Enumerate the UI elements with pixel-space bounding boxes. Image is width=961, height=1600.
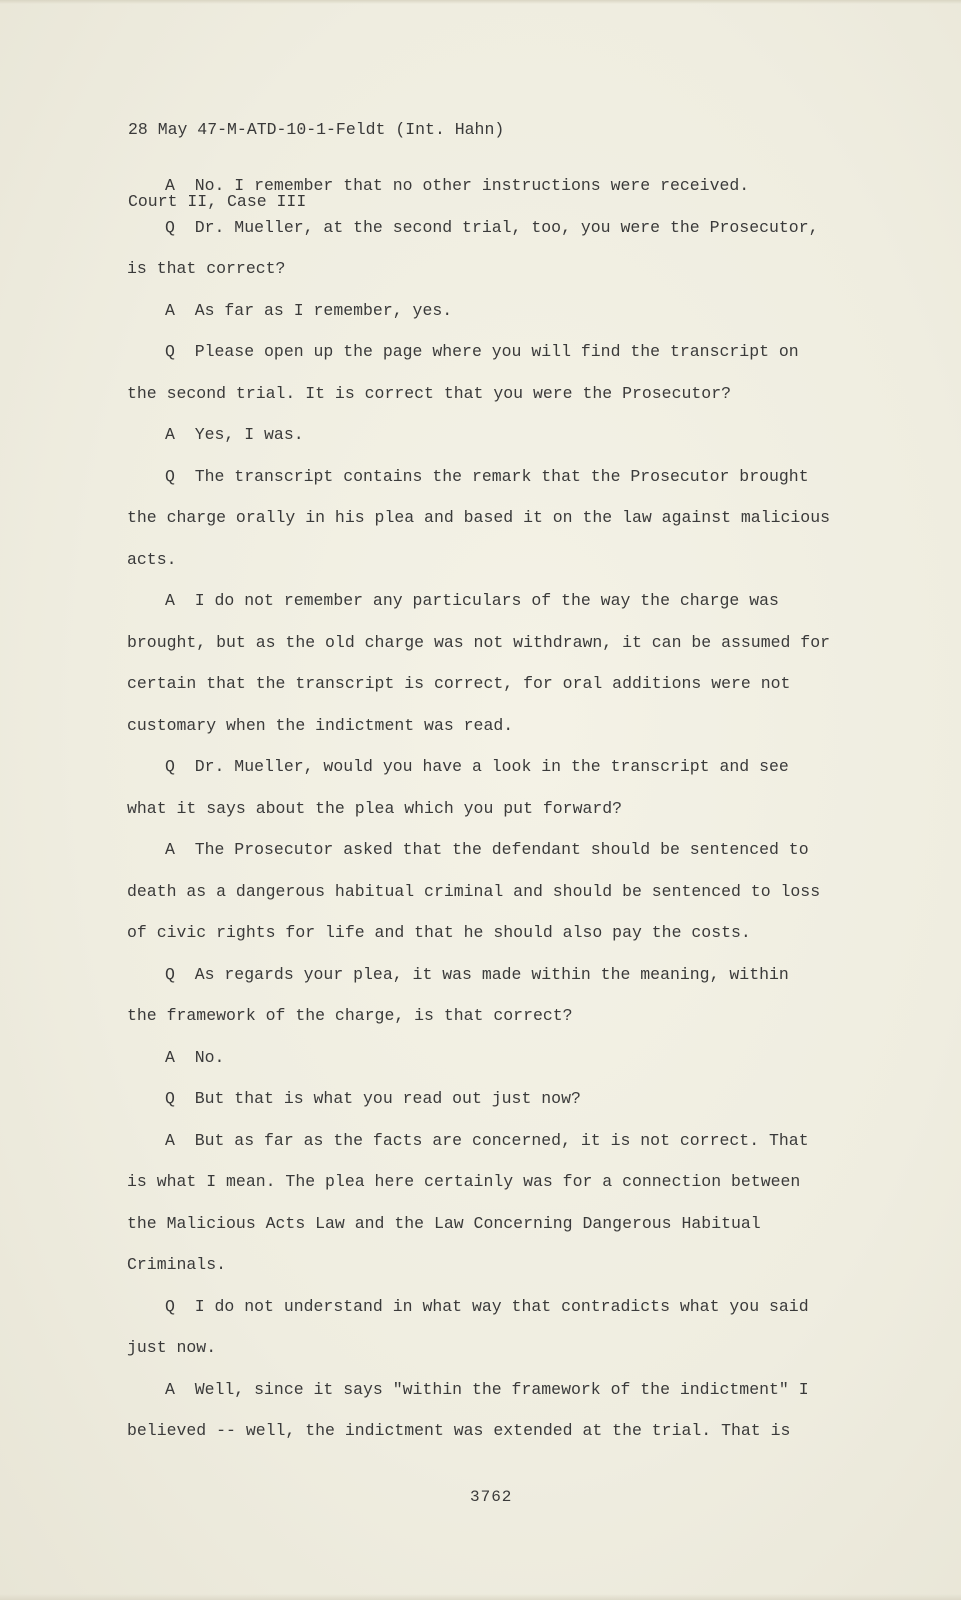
header-line-2: Court II, Case III bbox=[128, 192, 307, 211]
transcript-line: death as a dangerous habitual criminal and should be sentenced to loss bbox=[127, 881, 821, 901]
transcript-line: A I do not remember any particulars of the way the charge was bbox=[165, 591, 779, 610]
page-top-edge bbox=[0, 0, 961, 4]
transcript-line: A No. bbox=[165, 1047, 225, 1067]
transcript-line: the second trial. It is correct that you were the Prosecutor? bbox=[127, 383, 731, 403]
transcript-line: brought, but as the old charge was not withdrawn, it can be assumed for bbox=[127, 632, 831, 652]
transcript-line: A But as far as the facts are concerned, it is not correct. That bbox=[165, 1130, 809, 1150]
page-number: 3762 bbox=[470, 1488, 513, 1506]
transcript-line: Q As regards your plea, it was made within the meaning, within bbox=[165, 964, 789, 984]
transcript-line: certain that the transcript is correct, for oral additions were not bbox=[127, 674, 791, 693]
transcript-line: believed -- well, the indictment was extended at the trial. That is bbox=[127, 1421, 791, 1440]
transcript-line: A The Prosecutor asked that the defendant should be sentenced to bbox=[165, 840, 809, 859]
transcript-line: is that correct? bbox=[127, 259, 286, 278]
transcript-line: A As far as I remember, yes. bbox=[165, 300, 453, 320]
transcript-body bbox=[127, 174, 867, 1461]
transcript-line: what it says about the plea which you put forward? bbox=[127, 798, 623, 818]
page-bottom-edge bbox=[0, 1594, 961, 1600]
transcript-line: Q Dr. Mueller, at the second trial, too, you were the Prosecutor, bbox=[165, 217, 819, 237]
transcript-line: just now. bbox=[127, 1338, 217, 1357]
transcript-line: acts. bbox=[127, 549, 177, 569]
transcript-line: Criminals. bbox=[127, 1255, 227, 1274]
transcript-line: the framework of the charge, is that correct? bbox=[127, 1006, 573, 1025]
transcript-line: Q But that is what you read out just now? bbox=[165, 1089, 581, 1108]
transcript-line: Q The transcript contains the remark that the Prosecutor brought bbox=[165, 466, 809, 486]
transcript-line: the charge orally in his plea and based it on the law against malicious bbox=[127, 508, 831, 527]
transcript-line: of civic rights for life and that he should also pay the costs. bbox=[127, 923, 751, 942]
header-line-1: 28 May 47-M-ATD-10-1-Feldt (Int. Hahn) bbox=[128, 120, 505, 139]
transcript-line: Q Dr. Mueller, would you have a look in the transcript and see bbox=[165, 757, 789, 776]
transcript-line: Q Please open up the page where you will find the transcript on bbox=[165, 342, 799, 361]
transcript-line: customary when the indictment was read. bbox=[127, 715, 514, 735]
transcript-line: A No. I remember that no other instructions were received. bbox=[165, 176, 750, 195]
transcript-line: the Malicious Acts Law and the Law Concerning Dangerous Habitual bbox=[127, 1213, 761, 1233]
transcript-line: A Yes, I was. bbox=[165, 425, 304, 444]
transcript-line: is what I mean. The plea here certainly was for a connection between bbox=[127, 1172, 801, 1191]
transcript-line: A Well, since it says "within the framework of the indictment" I bbox=[165, 1379, 809, 1399]
transcript-line: Q I do not understand in what way that contradicts what you said bbox=[165, 1296, 809, 1316]
